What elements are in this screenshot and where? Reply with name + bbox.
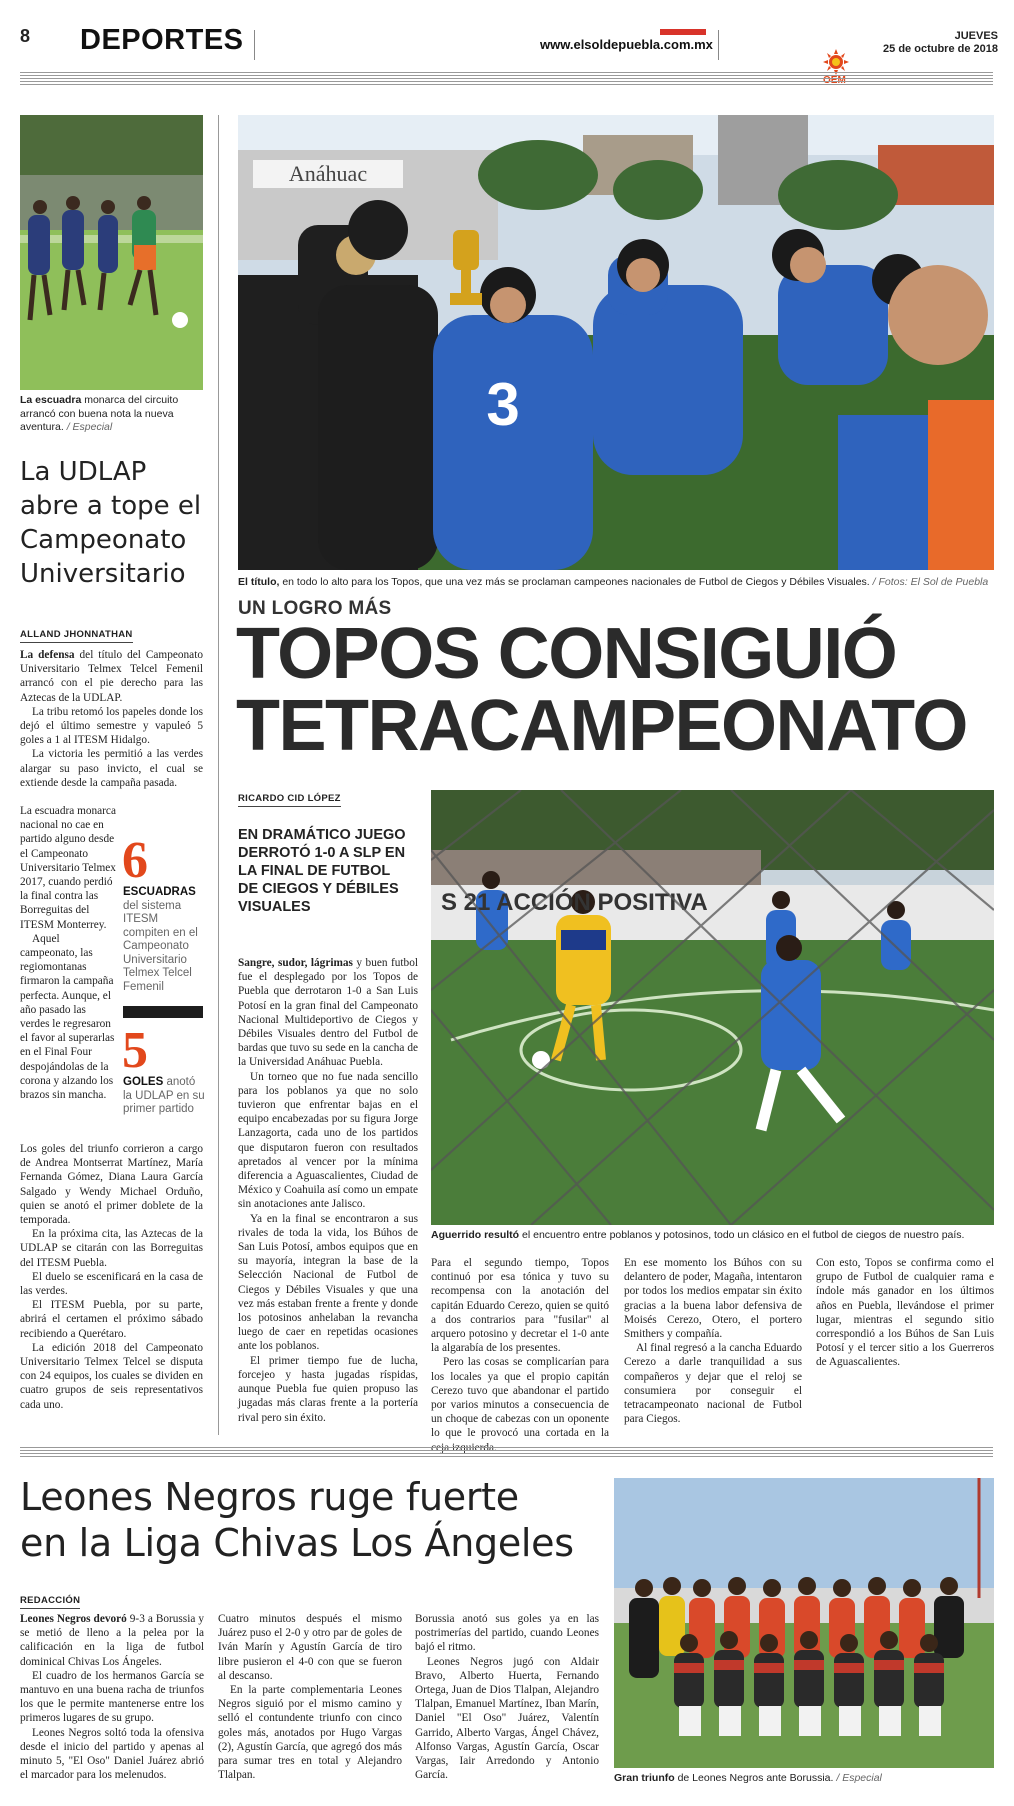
oem-logo [818,48,854,88]
leones-body-col3: Borussia anotó sus goles ya en las postrimerías del partido, cuando Leones bajó el ritmo. Leones Negros jugó con Aldair Bravo, Alberto Huerta, Fernando Ortega, Juan de Dios Tlalpan, Alejandro Tlalpan, Emanuel Martínez, Iban Marín, Daniel "El Oso" Juárez, Valentín Garrido, Alberto Vargas, Ángel Chávez, Alfonso Vargas, Agustín García, Oscar Vargas, Iair Arredondo y Antonio García. [415,1613,599,1782]
leones-headline-1: Leones Negros ruge fuerte [20,1475,519,1519]
header-divider [718,30,719,60]
jersey-number: 3 [486,371,520,438]
topos-match-caption: Aguerrido resultó el encuentro entre poblanos y potosinos, todo un clásico en el futbol de ciegos de nuestro país. [431,1229,965,1241]
header-rule [20,72,993,73]
udlap-body-narrow: La escuadra monarca nacional no cae en partido alguno desde el Campeonato Universitario Telmex 2017, cuando perdió la final contra las Borreguitas del ITESM Monterrey. Aquel campeonato, las regiomontanas firmaron la campaña perfecta. Aunque, el año pasado las verdes le regresaron el favor al superarlas en el Final Four despojándolas de la corona y alzando los brazos sin mancha. [20,805,116,1102]
anahuac-sign: Anáhuac [288,161,368,186]
topos-body-col4: Con esto, Topos se confirma como el grupo de Futbol de cualquier rama e índole más ganador en los últimos años en Puebla, llevándose el primer lugar, mientras el segundo sitio correspondió a los Búhos de San Luis Potosí y el tercer sitio a los Guerreros de Aguascalientes. [816,1257,994,1369]
lead-bold: La defensa [20,649,75,661]
udlap-photo [20,115,203,390]
date-label: 25 de octubre de 2018 [883,43,998,55]
topos-body-col1: Sangre, sudor, lágrimas y buen futbol fue el desplegado por los Topos de Puebla que derrotaron 1-0 a San Luis Potosí en la gran final del Campeonato Nacional Multideportivo de Ciegos y Débiles Visuales dentro del Futbol de bardas que tuvo su sede en la cancha de la Universidad Anáhuac Puebla. Un torneo que no fue nada sencillo para los poblanos ya que no solo tuvieron que enfrentar bajas en el equipo encabezadas por su figura Jorge Lanzagorta, cada uno de los partidos que disputaron fueron con resultados apretados al vencer por la mínima diferencia a Aguascalientes, Ciudad de México y Coahuila así como un empate sin anotaciones ante Jalisco. Ya en la final se encontraron a sus rivales de toda la vida, los Búhos de San Luis Potosí, ambos equipos que en su mayoría, integran la base de la Selección Nacional de Futbol de Ciegos y Débiles Visuales y que una vez más estaban frente a frente y donde los potosinos anhelaban la revancha luego de caer en repetidas ocasiones ante los poblanos. El primer tiempo fue de lucha, forcejeo y hasta jugadas ríspidas, aunque Puebla fue quien propuso las jugadas más claras frente a la portería rival pero sin éxito. [238,957,418,1424]
caption-text: monarca del circuito arrancó con buena nota la nueva aventura. [20,394,179,433]
column-divider [218,115,219,1435]
stat-divider [123,1006,203,1018]
stat-goles-number: 5 [122,1022,148,1079]
topos-body-col3: En ese momento los Búhos con su delantero de poder, Magaña, intentaron por todos los medios empatar sin éxito gracias a la buena labor defensiva de Moisés Cerezo, Otero, el portero Smithers y compañía. Al final regresó a la cancha Eduardo Cerezo a darle tranquilidad a sus compañeros y dejar que el reloj se consumiera por conseguir el tetracampeonato nacional de Futbol para Ciegos. [624,1257,802,1426]
topos-deck: EN DRAMÁTICO JUEGO DERROTÓ 1-0 A SLP EN LA FINAL DE FUTBOL DE CIEGOS Y DÉBILES VISUALES [238,827,406,915]
stat-escuadras-label: ESCUADRAS del sistema ITESM compiten en el Campeonato Universitario Telmex Telcel Femenil [123,886,198,993]
topos-headline-2: TETRACAMPEONATO [236,686,967,766]
section-title: DEPORTES [80,24,244,56]
topos-photo-caption: El título, en todo lo alto para los Topos, que una vez más se proclaman campeones nacionales de Futbol de Ciegos y Débiles Visuales. / Fotos: El Sol de Puebla [238,576,989,588]
leones-headline-2: en la Liga Chivas Los Ángeles [20,1521,574,1565]
udlap-byline: ALLAND JHONNATHAN [20,629,133,643]
topos-kicker: UN LOGRO MÁS [238,598,392,619]
udlap-headline: La UDLAP abre a tope el Campeonato Universitario [20,457,202,589]
leones-byline: REDACCIÓN [20,1595,80,1609]
caption-credit: / Especial [63,421,113,433]
section-rule [20,1447,993,1448]
logo-text: OEM [823,75,846,86]
caption-bold: La escuadra [20,394,82,406]
section-divider [254,30,255,60]
topos-headline-1: TOPOS CONSIGUIÓ [236,614,897,694]
leones-photo-caption: Gran triunfo de Leones Negros ante Borussia. / Especial [614,1772,882,1784]
stat-goles-label: GOLES anotó la UDLAP en su primer partido [123,1076,205,1115]
leones-body-col2: Cuatro minutos después el mismo Juárez puso el 2-0 y otro par de goles de Iván Marín y Agustín García de tiro libre pusieron el 4-0 con que se fueron al descanso. En la parte complementaria Leones Negros siguió por el mismo camino y selló el contundente triunfo con cinco goles más, anotados por Hugo Vargas (2), Agustín García, que agregó dos más para sumar tres en total y Alejandro Tlalpan. [218,1613,402,1782]
website-url: www.elsoldepuebla.com.mx [540,37,713,52]
udlap-body-top: La defensa del título del Campeonato Universitario Telmex Telcel Femenil arrancó con el pie derecho para las Aztecas de la UDLAP. La tribu retomó los papeles donde los dejó el último semestre y vapuleó 5 goles a 1 al ITESM Hidalgo. La victoria les permitió a las verdes alargar su paso invicto, el cual se extiende desde la campaña pasada. [20,649,203,789]
topos-body-col2: Para el segundo tiempo, Topos continuó por esa tónica y tuvo su recompensa con la anotación del capitán Eduardo Cerezo, quien se quitó a dos contrarios para "fusilar" al arquero potosino y decretar el 1-0 ante la algarabía de los presentes. Pero las cosas se complicarían para los locales ya que el propio capitán Cerezo tuvo que abandonar el partido por varios minutos a consecuencia de un choque de cabezas con un oponente lo que le provocó una cortada en la ceja izquierda. [431,1257,609,1454]
udlap-body-bottom: Los goles del triunfo corrieron a cargo de Andrea Montserrat Martínez, María Fernanda Gómez, Diana Laura García Salgado y Wendy Michael Orduño, quien se anotó el primer doblete de la temporada. En la próxima cita, las Aztecas de la UDLAP se citarán con las Borreguitas del ITESM Puebla. El duelo se escenificará en la casa de las verdes. El ITESM Puebla, por su parte, abrirá el certamen el próximo sábado recibiendo a Querétaro. La edición 2018 del Campeonato Universitario Telmex Telcel se disputa con 24 equipos, los cuales se dividen en cuatro grupos de seis representativos cada uno. [20,1143,203,1411]
stat-escuadras-number: 6 [122,832,148,889]
topos-byline: RICARDO CID LÓPEZ [238,793,341,807]
field-banner: S 21 ACCIÓN POSITIVA [441,889,708,916]
topos-trophy-photo [238,115,994,570]
leones-body-col1: Leones Negros devoró 9-3 a Borussia y se metió de lleno a la pelea por la calificación en la liga de futbol dominical Chivas Los Ángeles. El cuadro de los hermanos García se mantuvo en una buena racha de triunfos los que le permite mantenerse entre los primeros lugares de su grupo. Leones Negros soltó toda la ofensiva desde el inicio del partido y apenas al minuto 5, "El Oso" Daniel Juárez abrió el marcador para los melenudos. [20,1613,204,1782]
udlap-photo-caption [20,394,203,435]
leones-team-photo [614,1478,994,1768]
website-bar [660,29,706,35]
day-label: JUEVES [954,30,998,42]
topos-match-photo [431,790,994,1225]
page-number: 8 [20,26,31,46]
